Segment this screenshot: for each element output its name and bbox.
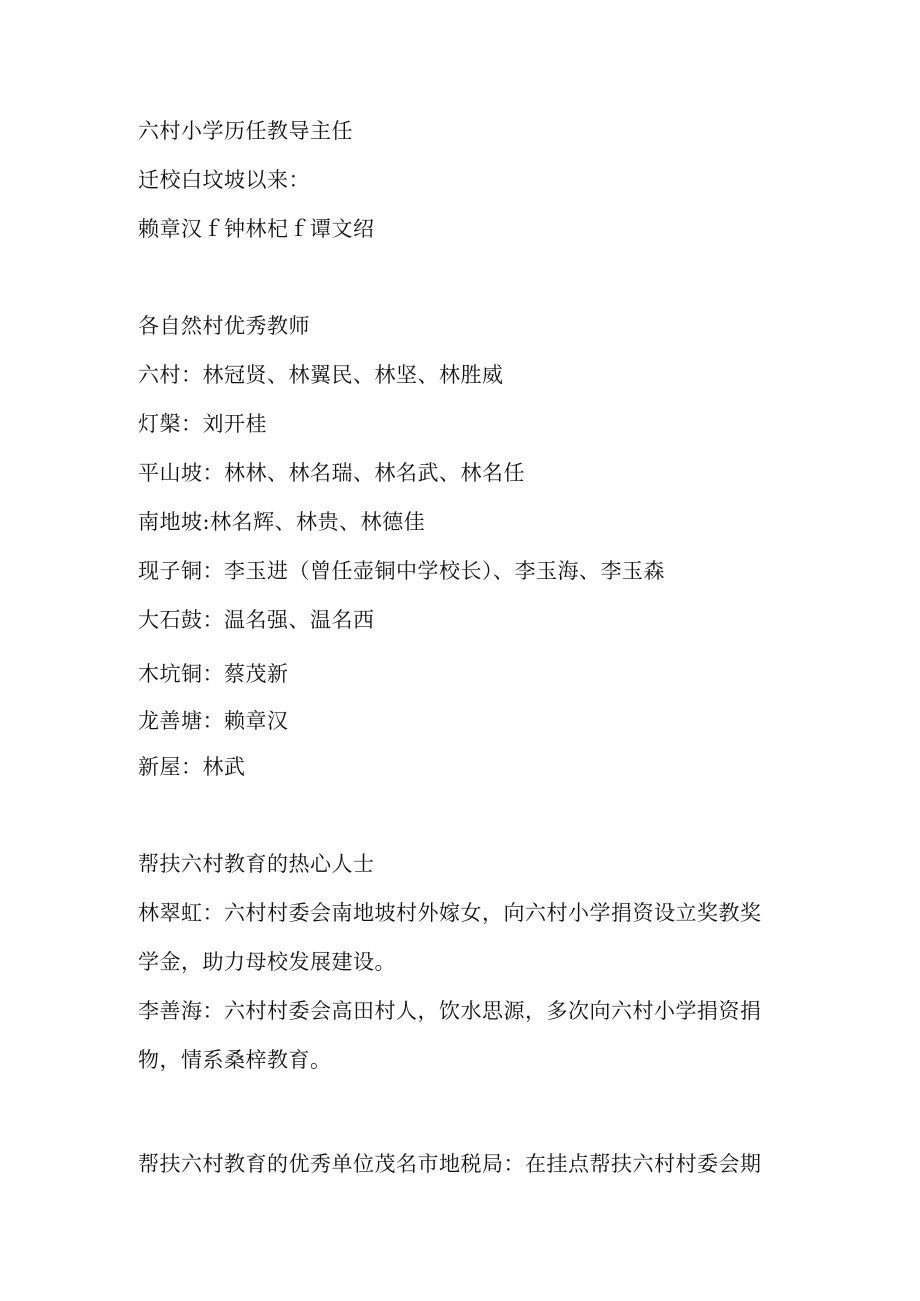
teachers-title: 各自然村优秀教师 (138, 314, 310, 338)
teacher-line-liucun: 六村：林冠贤、林翼民、林坚、林胜威 (138, 363, 504, 387)
teacher-line-dashigu: 大石鼓：温名强、温名西 (138, 608, 375, 632)
teacher-line-pingshanpo: 平山坡：林林、林名瑞、林名武、林名任 (138, 461, 525, 485)
supporter-line-1: 林翠虹：六村村委会南地坡村外嫁女，向六村小学捐资设立奖教奖 (138, 901, 762, 925)
teacher-line-longshantang: 龙善塘：赖章汉 (138, 709, 289, 733)
supporter-line-2: 学金，助力母校发展建设。 (138, 950, 396, 974)
teacher-line-mukengtong: 木坑铜：蔡茂新 (138, 662, 289, 686)
teacher-line-xianzitong: 现子铜：李玉进（曾任壶铜中学校长）、李玉海、李玉森 (138, 559, 665, 583)
principals-names: 赖章汉ｆ钟林杞ｆ谭文绍 (138, 217, 375, 241)
supporter-line-4: 物，情系桑梓教育。 (138, 1048, 332, 1072)
supporters-title: 帮扶六村教育的热心人士 (138, 852, 375, 876)
principals-subtitle: 迁校白坟坡以来： (138, 168, 310, 192)
teacher-line-xinwu: 新屋：林武 (138, 755, 246, 779)
supporter-line-3: 李善海：六村村委会高田村人，饮水思源，多次向六村小学捐资捐 (138, 999, 762, 1023)
units-line: 帮扶六村教育的优秀单位茂名市地税局：在挂点帮扶六村村委会期 (138, 1152, 762, 1176)
teacher-line-nandipo: 南地坡:林名辉、林贵、林德佳 (138, 510, 426, 534)
principals-title: 六村小学历任教导主任 (138, 119, 353, 143)
teacher-line-dengpan: 灯槃：刘开桂 (138, 412, 267, 436)
